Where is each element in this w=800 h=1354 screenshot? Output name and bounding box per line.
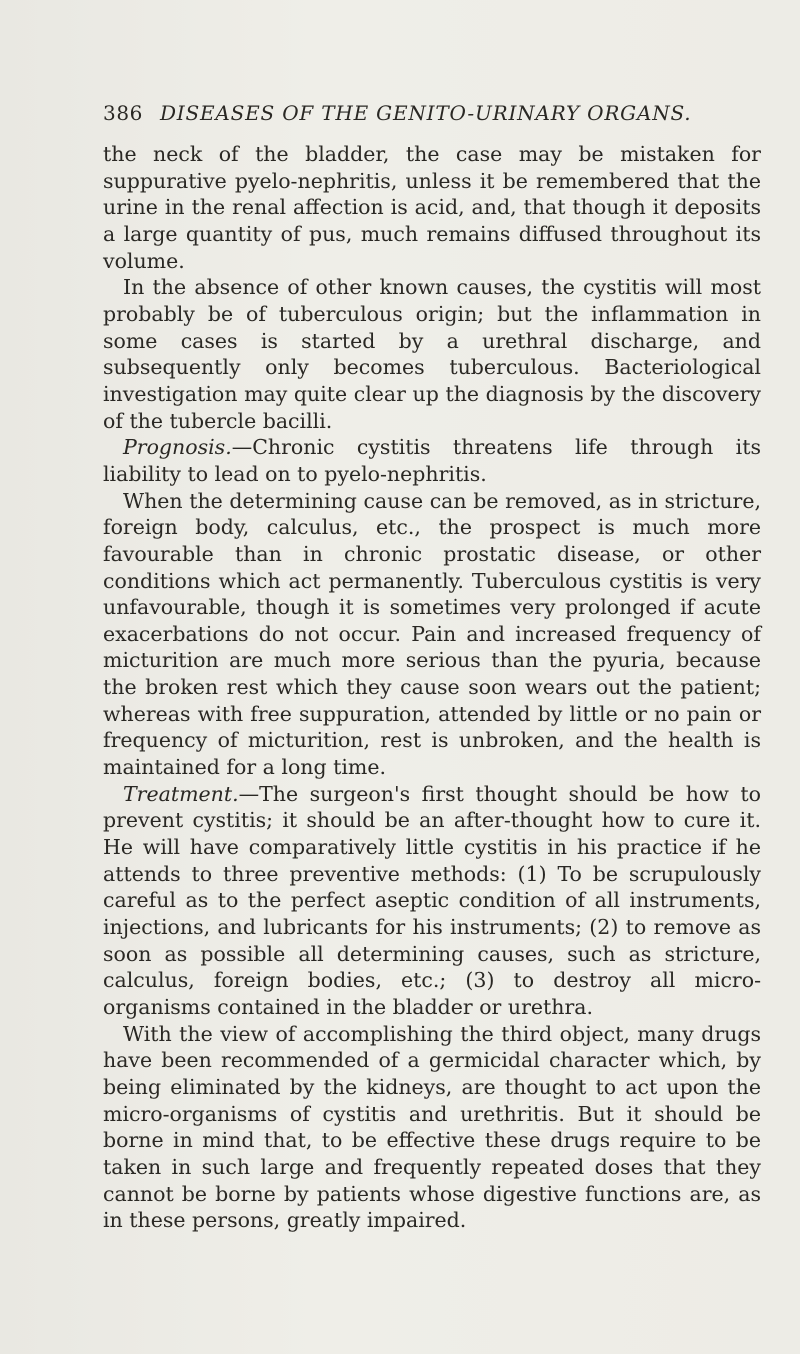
section-lead-prognosis: Prognosis. xyxy=(123,435,232,460)
paragraph-text: the neck of the bladder, the case may be mistaken for suppurative pyelo-nephritis, unless it be remembered that the urine in the renal affection is acid, and, that though it deposits a large quantity of pus, much remains diffused throughout its volume. xyxy=(103,142,761,273)
paragraph-text: —The surgeon's first thought should be how to prevent cystitis; it should be an after-thought how to cure it. He will have comparatively little cystitis in his practice if he attends to three preventive methods: (1) To be scrupulously careful as to the perfect aseptic condition of all instruments, injections, and lubricants for his instruments; (2) to remove as soon as possible all determining causes, such as stricture, calculus, foreign bodies, etc.; (3) to destroy all micro-organisms contained in the bladder or urethra. xyxy=(103,781,761,1019)
paragraph-diagnosis-continued xyxy=(103,141,761,274)
section-lead-treatment: Treatment. xyxy=(123,781,239,806)
paragraph-germicidal-drugs xyxy=(103,1021,761,1234)
paragraph-determining-cause xyxy=(103,488,761,781)
body-text xyxy=(103,141,761,1234)
page-number: 386 xyxy=(103,101,143,125)
paragraph-text: In the absence of other known causes, the cystitis will most probably be of tuberculous origin; but the inflammation in some cases is started by a urethral discharge, and subsequently only becomes tuberculous. Bacteriological investigation may quite clear up the diagnosis by the discovery of the tubercle bacilli. xyxy=(103,275,761,433)
paragraph-text: —Chronic cystitis threatens life through its liability to lead on to pyelo-nephritis. xyxy=(103,435,761,486)
paragraph-text: When the determining cause can be removed, as in stricture, foreign body, calculus, etc., the prospect is much more favourable than in chronic prostatic disease, or other conditions which act permanently. Tuberculous cystitis is very unfavourable, though it is sometimes very prolonged if acute exacerbations do not occur. Pain and increased frequency of micturition are much more serious than the pyuria, because the broken rest which they cause soon wears out the patient; whereas with free suppuration, attended by little or no pain or frequency of micturition, rest is unbroken, and the health is maintained for a long time. xyxy=(103,488,761,780)
running-title: DISEASES OF THE GENITO-URINARY ORGANS. xyxy=(159,101,692,125)
running-header xyxy=(103,98,763,128)
paragraph-tuberculous-origin xyxy=(103,274,761,434)
paragraph-treatment xyxy=(103,781,761,1021)
paragraph-prognosis xyxy=(103,434,761,487)
paragraph-text: With the view of accomplishing the third object, many drugs have been recommended of a germicidal character which, by being eliminated by the kidneys, are thought to act upon the micro-organisms of cystitis and urethritis. But it should be borne in mind that, to be effective these drugs require to be taken in such large and frequently repeated doses that they cannot be borne by patients whose digestive functions are, as in these persons, greatly impaired. xyxy=(103,1021,761,1233)
